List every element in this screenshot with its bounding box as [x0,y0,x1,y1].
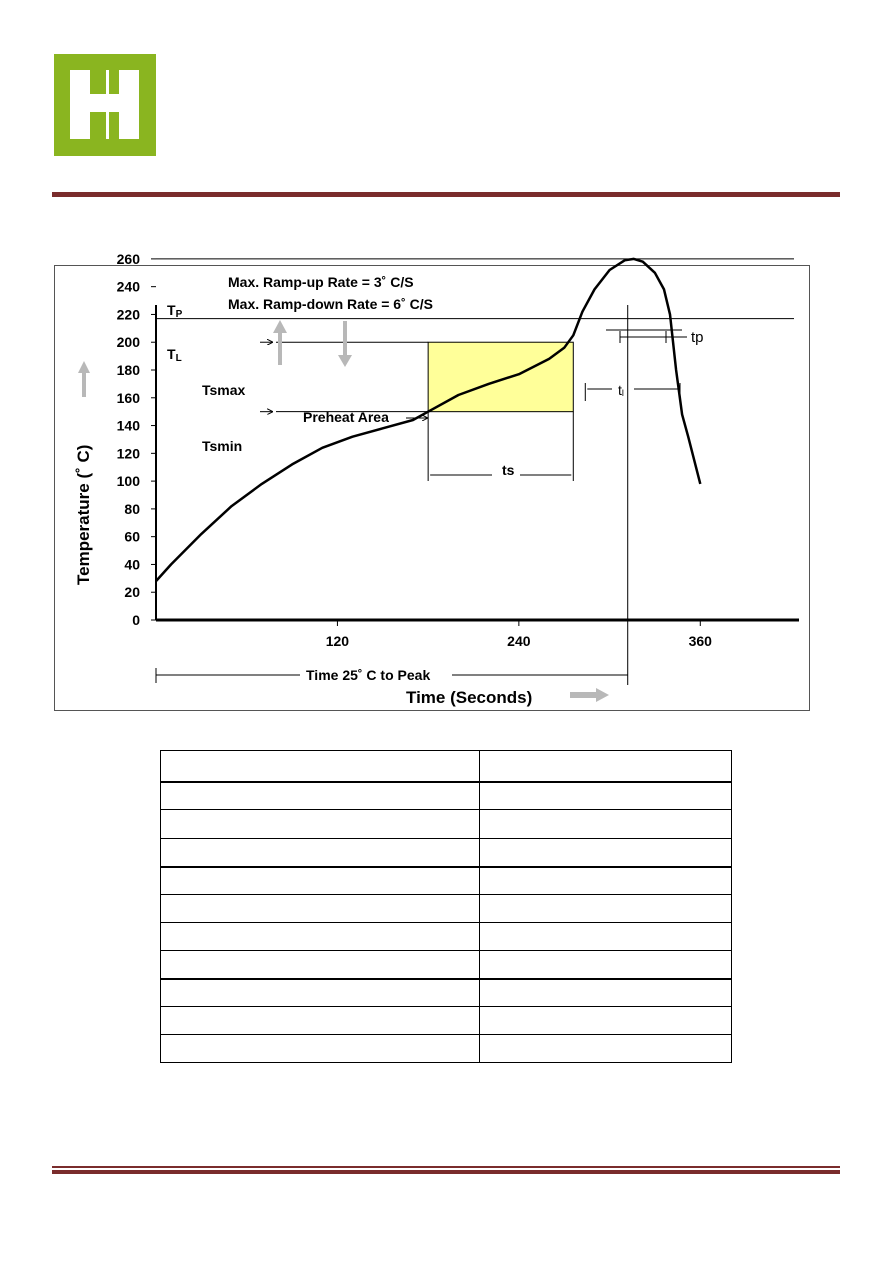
x-axis-direction-arrow-icon [570,688,609,702]
company-logo-icon [54,54,156,156]
y-tick-label: 120 [116,445,140,462]
table-row [161,867,732,895]
x-axis-label: Time (Seconds) [406,688,533,707]
y-tick-label: 260 [116,250,140,267]
preheat-area-box [428,342,573,411]
value-cell [480,839,732,867]
y-tick-label: 0 [132,612,140,628]
table-row [161,1035,732,1063]
table-row [161,751,732,782]
tsmin-label: Tsmin [202,438,243,454]
y-tick-label: 200 [116,334,140,351]
y-tick-label: 20 [124,584,140,601]
tl-level-label: TL [167,346,182,364]
preheat-area-label: Preheat Area [303,409,389,425]
ts-label: ts [502,462,515,478]
table-row [161,895,732,923]
value-cell [480,951,732,979]
parameter-cell [161,1035,480,1063]
value-cell [480,979,732,1007]
time-to-peak-label: Time 25˚ C to Peak [306,667,431,683]
y-tick-label: 140 [116,417,140,434]
y-tick-label: 160 [116,389,140,406]
parameter-cell [161,1007,480,1035]
parameter-cell [161,951,480,979]
y-tick-label: 220 [116,306,140,323]
y-tick-label: 40 [124,556,140,573]
y-tick-label: 180 [116,362,140,378]
value-cell [480,810,732,839]
tsmax-label: Tsmax [202,382,246,398]
table-row [161,951,732,979]
value-cell [480,867,732,895]
value-cell [480,1007,732,1035]
x-tick-label: 360 [688,633,712,649]
table-row [161,782,732,810]
footer-divider-thin [52,1166,840,1168]
parameter-cell [161,923,480,951]
reflow-profile-chart [54,250,810,711]
y-tick-label: 240 [116,278,140,295]
parameter-cell [161,839,480,867]
table-row [161,839,732,867]
tp-level-label: TP [167,302,183,320]
table-row [161,1007,732,1035]
ramp-down-label: Max. Ramp-down Rate = 6˚ C/S [228,296,433,312]
parameter-cell [161,782,480,810]
tp-time-label: tp [691,329,704,346]
y-tick-label: 60 [124,528,140,545]
spec-table [160,750,732,1063]
value-cell [480,1035,732,1063]
header-divider [52,192,840,197]
value-cell [480,895,732,923]
ramp-up-label: Max. Ramp-up Rate = 3˚ C/S [228,274,414,290]
y-tick-label: 100 [116,473,140,490]
table-row [161,923,732,951]
x-tick-label: 120 [325,633,350,649]
ramp-down-arrow-icon [338,321,352,367]
value-cell [480,751,732,782]
parameter-cell [161,979,480,1007]
parameter-cell [161,895,480,923]
value-cell [480,923,732,951]
y-axis-label: Temperature (˚ C) [74,444,93,585]
table-row [161,979,732,1007]
table-row [161,810,732,839]
parameter-cell [161,867,480,895]
x-tick-label: 240 [507,633,531,649]
parameter-cell [161,751,480,782]
y-tick-label: 80 [124,500,140,517]
footer-divider-thick [52,1170,840,1174]
y-axis-direction-arrow-icon [78,361,90,397]
parameter-cell [161,810,480,839]
tl-time-label: tl [618,382,624,398]
value-cell [480,782,732,810]
